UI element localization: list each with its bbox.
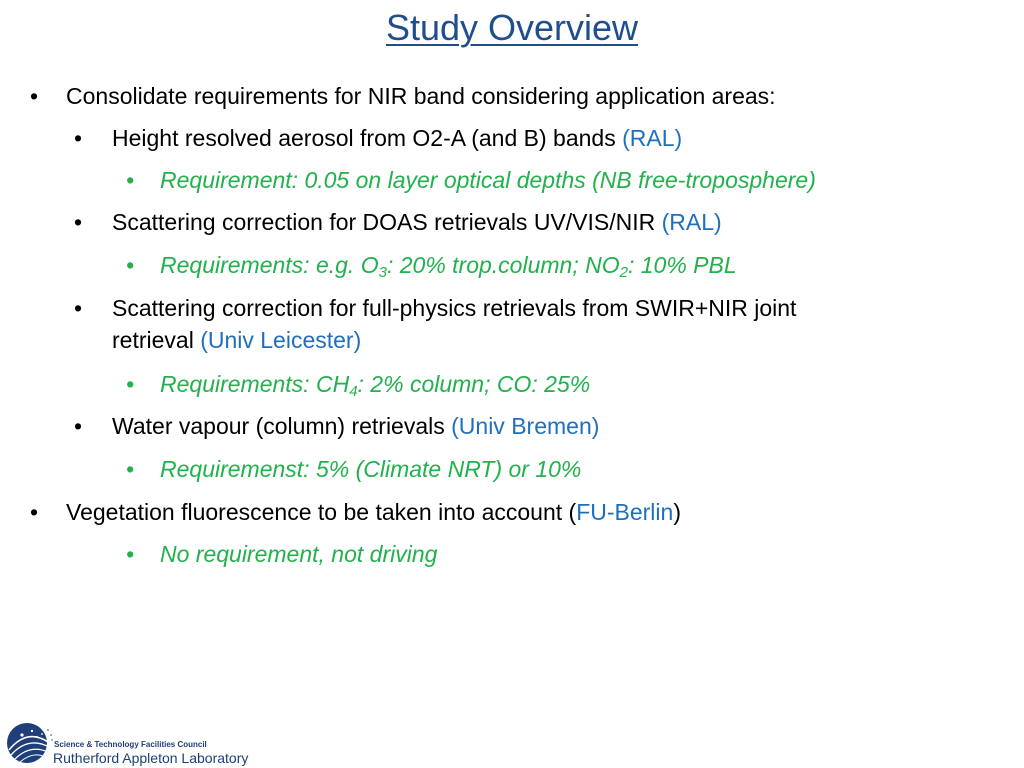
requirement-text: Requiremenst: 5% (Climate NRT) or 10% — [160, 456, 582, 482]
source-label: (RAL) — [661, 209, 722, 235]
subscript: 2 — [619, 264, 628, 281]
source-label: (RAL) — [622, 125, 683, 151]
bullet-text — [112, 410, 599, 442]
bullet-icon: • — [126, 371, 135, 397]
bullet-icon: • — [74, 295, 83, 321]
bullet-icon: • — [74, 209, 83, 235]
bullet-icon: • — [126, 167, 135, 193]
bullet-text — [66, 496, 681, 528]
item-text: ) — [673, 499, 681, 525]
source-label: FU-Berlin — [576, 499, 674, 525]
item-text: Scattering correction for full-physics retrievals from SWIR+NIR joint — [112, 295, 797, 321]
requirement-text: Requirement: 0.05 on layer optical depths (NB free-troposphere) — [160, 167, 816, 193]
bullet-text — [66, 80, 776, 112]
bullet-icon: • — [30, 83, 39, 109]
text-part: Requirements: e.g. O — [160, 252, 379, 278]
stfc-emblem-icon — [4, 720, 54, 766]
requirement-text: No requirement, not driving — [160, 541, 438, 567]
text-part: : 2% column; CO: 25% — [357, 371, 591, 397]
council-name: Science & Technology Facilities Council — [54, 740, 207, 749]
laboratory-name: Rutherford Appleton Laboratory — [53, 750, 249, 766]
item-text: Height resolved aerosol from O2-A (and B) bands — [112, 125, 623, 151]
bullet-icon: • — [126, 541, 135, 567]
text-part: Requirements: CH — [160, 371, 350, 397]
source-label: (Univ Leicester) — [200, 327, 362, 353]
bullet-text — [112, 292, 796, 356]
subscript: 3 — [378, 264, 387, 281]
bullet-icon: • — [126, 252, 135, 278]
item-text: Scattering correction for DOAS retrievals UV/VIS/NIR — [112, 209, 662, 235]
requirement-text — [160, 368, 590, 400]
item-text: retrieval — [112, 327, 201, 353]
item-text-line2 — [112, 324, 796, 356]
subscript: 4 — [349, 383, 358, 400]
item-text: Water vapour (column) retrievals — [112, 413, 452, 439]
bullet-icon: • — [126, 456, 135, 482]
source-label: (Univ Bremen) — [451, 413, 600, 439]
item-text: Consolidate requirements for NIR band considering application areas: — [66, 83, 776, 109]
text-part: : 10% PBL — [627, 252, 737, 278]
footer-logo — [4, 718, 254, 766]
bullet-icon: • — [74, 125, 83, 151]
bullet-text — [112, 206, 722, 238]
requirement-text — [160, 249, 737, 281]
text-part: : 20% trop.column; NO — [386, 252, 620, 278]
item-text: Vegetation fluorescence to be taken into account ( — [66, 499, 577, 525]
bullet-text — [112, 122, 682, 154]
bullet-icon: • — [30, 499, 39, 525]
slide-title: Study Overview — [385, 7, 639, 48]
bullet-icon: • — [74, 413, 83, 439]
